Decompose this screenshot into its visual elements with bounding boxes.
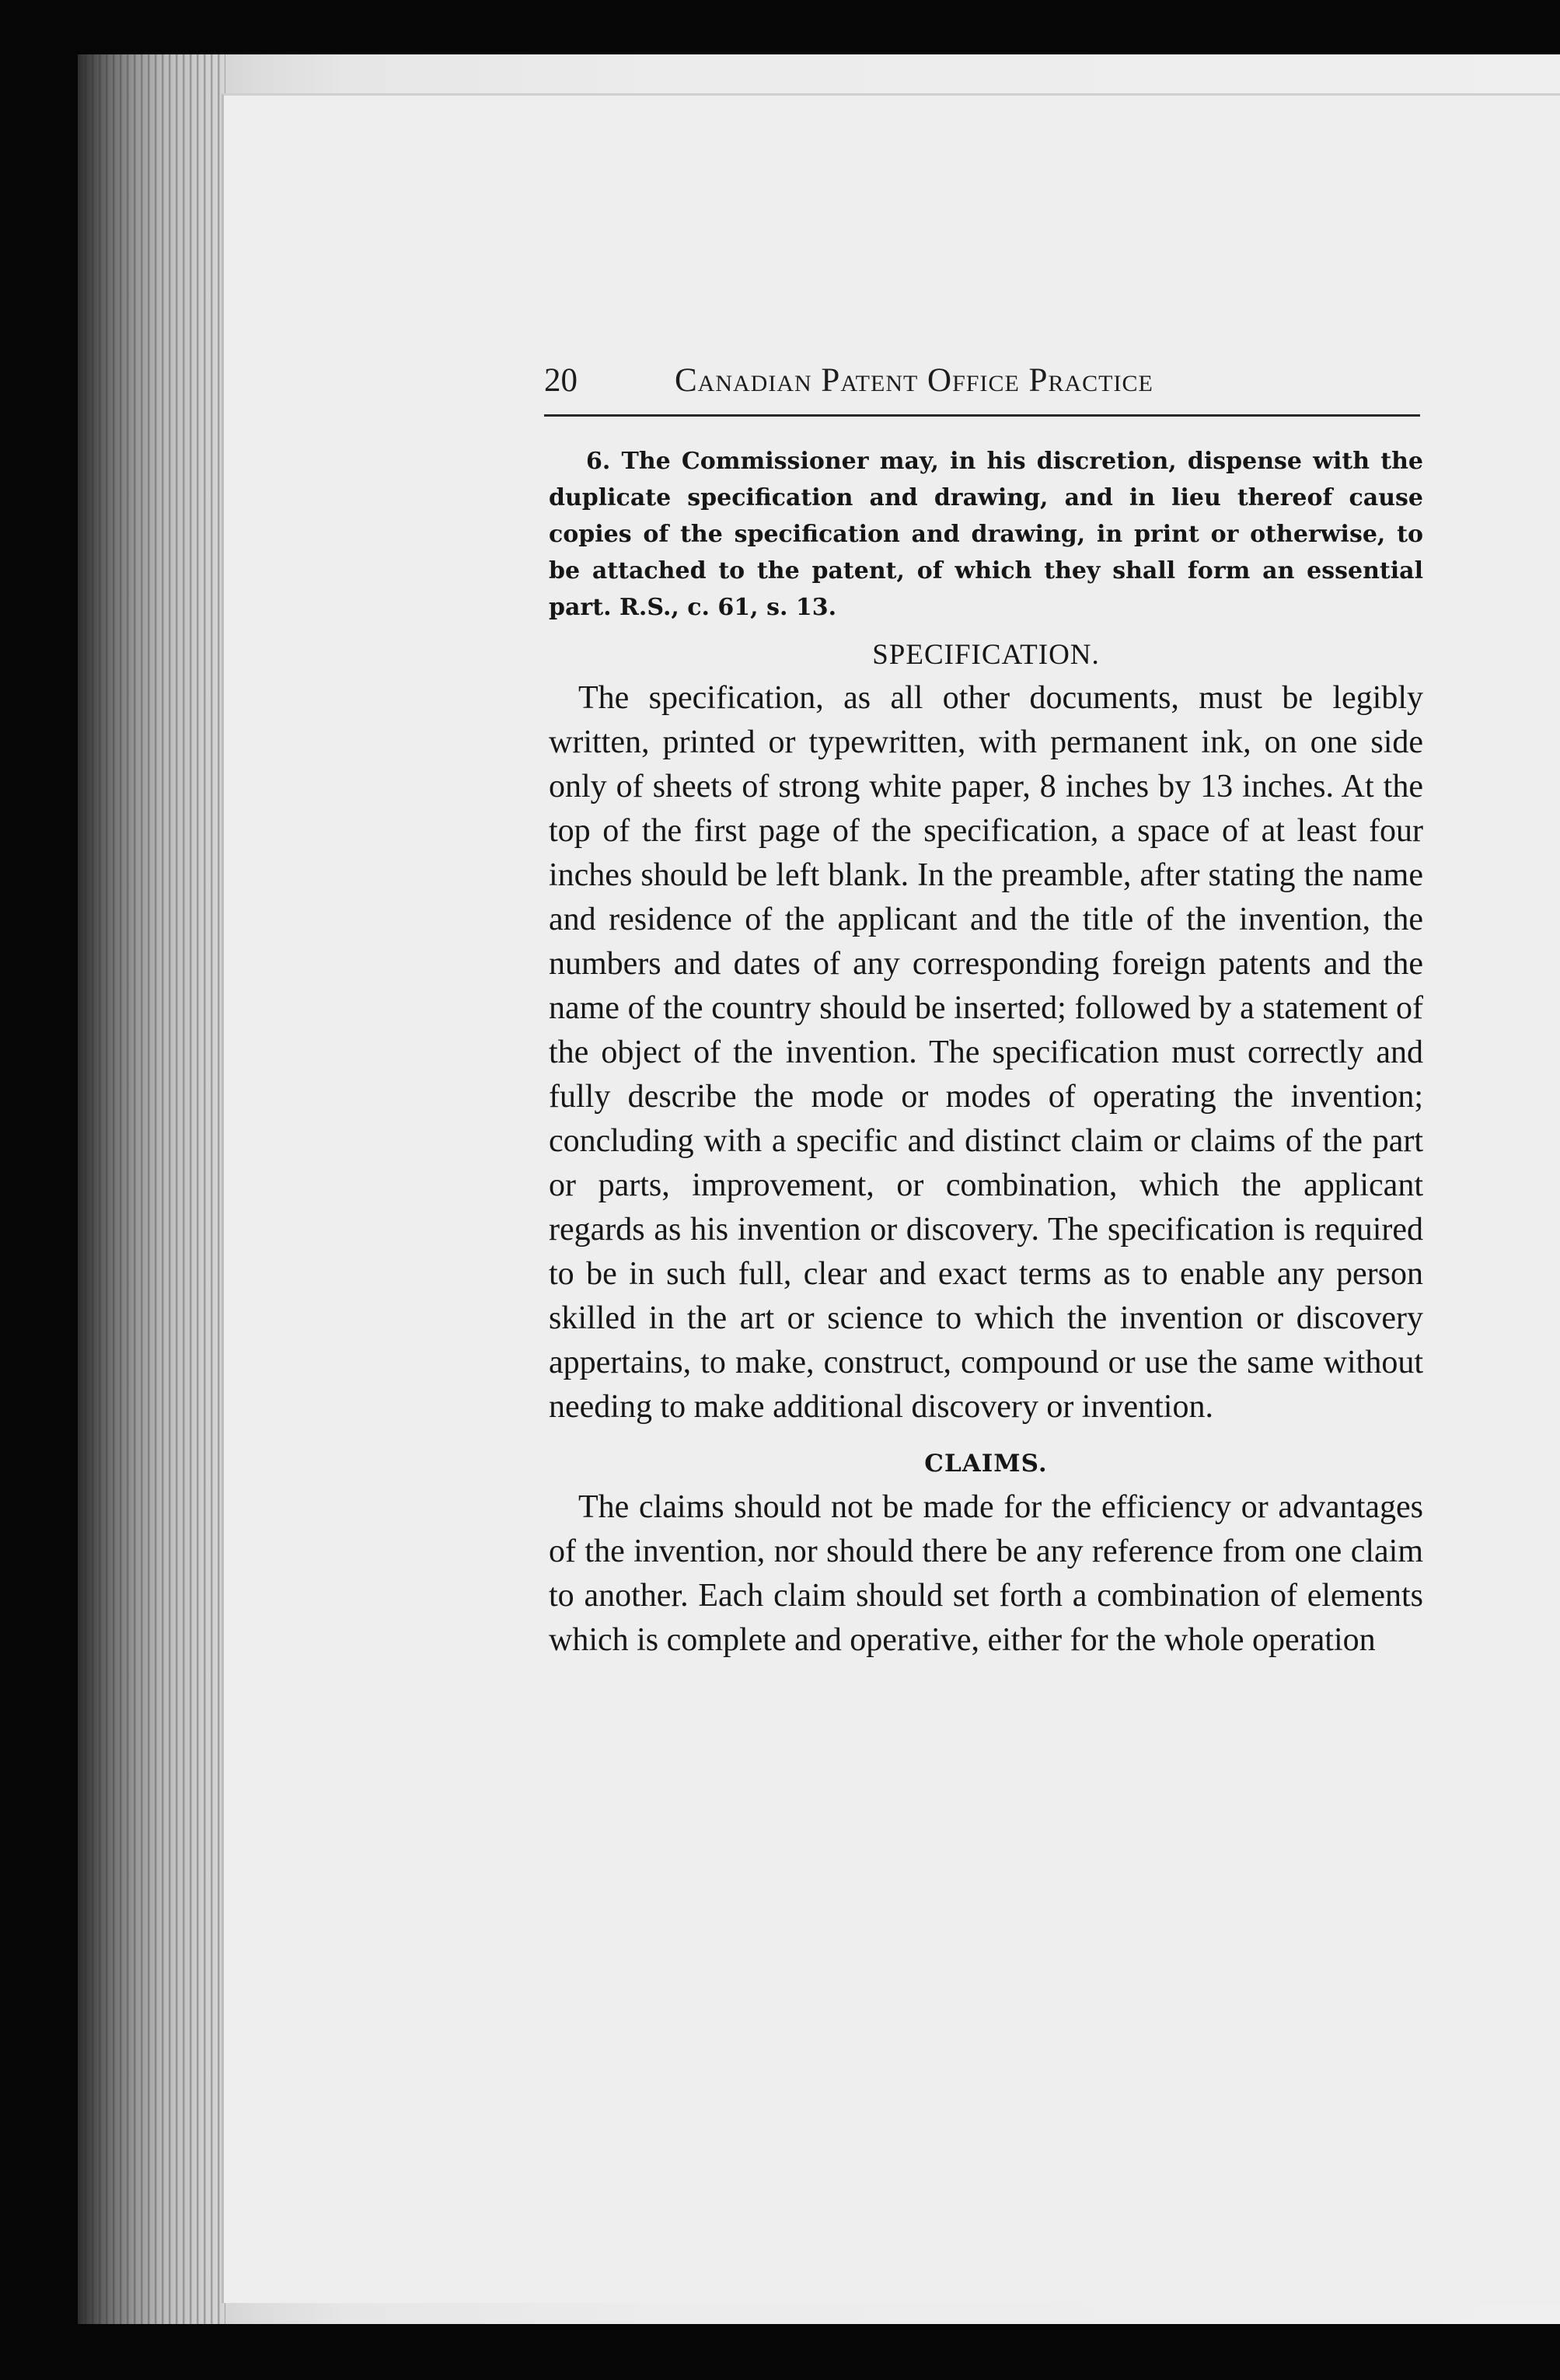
page-number: 20: [544, 362, 578, 399]
claims-heading: CLAIMS.: [924, 1450, 1048, 1478]
rule-6-paragraph: 6. The Commissioner may, in his discretion, dispense with the duplicate specification and drawing, and in lieu thereof cause copies of the specification and drawing, in print or otherwise, to be attached to the patent, of which they shall form an essential part. R.S., c. 61, s. 13.: [549, 448, 1423, 621]
claims-paragraph: The claims should not be made for the efficiency or advantages of the invention, nor should there be any reference from one claim to another. Each claim should set forth a combination of elements which is complete and operative, either for the whole operation: [549, 1489, 1423, 1658]
running-title: Canadian Patent Office Practice: [675, 362, 1153, 399]
page-header: [544, 361, 1422, 416]
specification-paragraph: The specification, as all other documents, must be legibly written, printed or typewritten, with permanent ink, on one side only of sheets of strong white paper, 8 inches by 13 inches. At the top of the first page of the specification, a space of at least four inches should be left blank. In the preamble, after stating the name and residence of the applicant and the title of the invention, the numbers and dates of any corresponding foreign patents and the name of the country should be inserted; followed by a statement of the object of the invention. The specification must correctly and fully describe the mode or modes of operating the invention; concluding with a specific and distinct claim or claims of the part or parts, improvement, or combination, which the applicant regards as his invention or discovery. The specification is required to be in such full, clear and exact terms as to enable any person skilled in the art or science to which the invention or discovery appertains, to make, construct, compound or use the same without needing to make additional discovery or invention.: [549, 680, 1423, 1425]
specification-heading: SPECIFICATION.: [872, 639, 1100, 671]
page-body: [549, 435, 1423, 1663]
header-rule: [544, 414, 1420, 417]
page-edges: [78, 54, 225, 2324]
